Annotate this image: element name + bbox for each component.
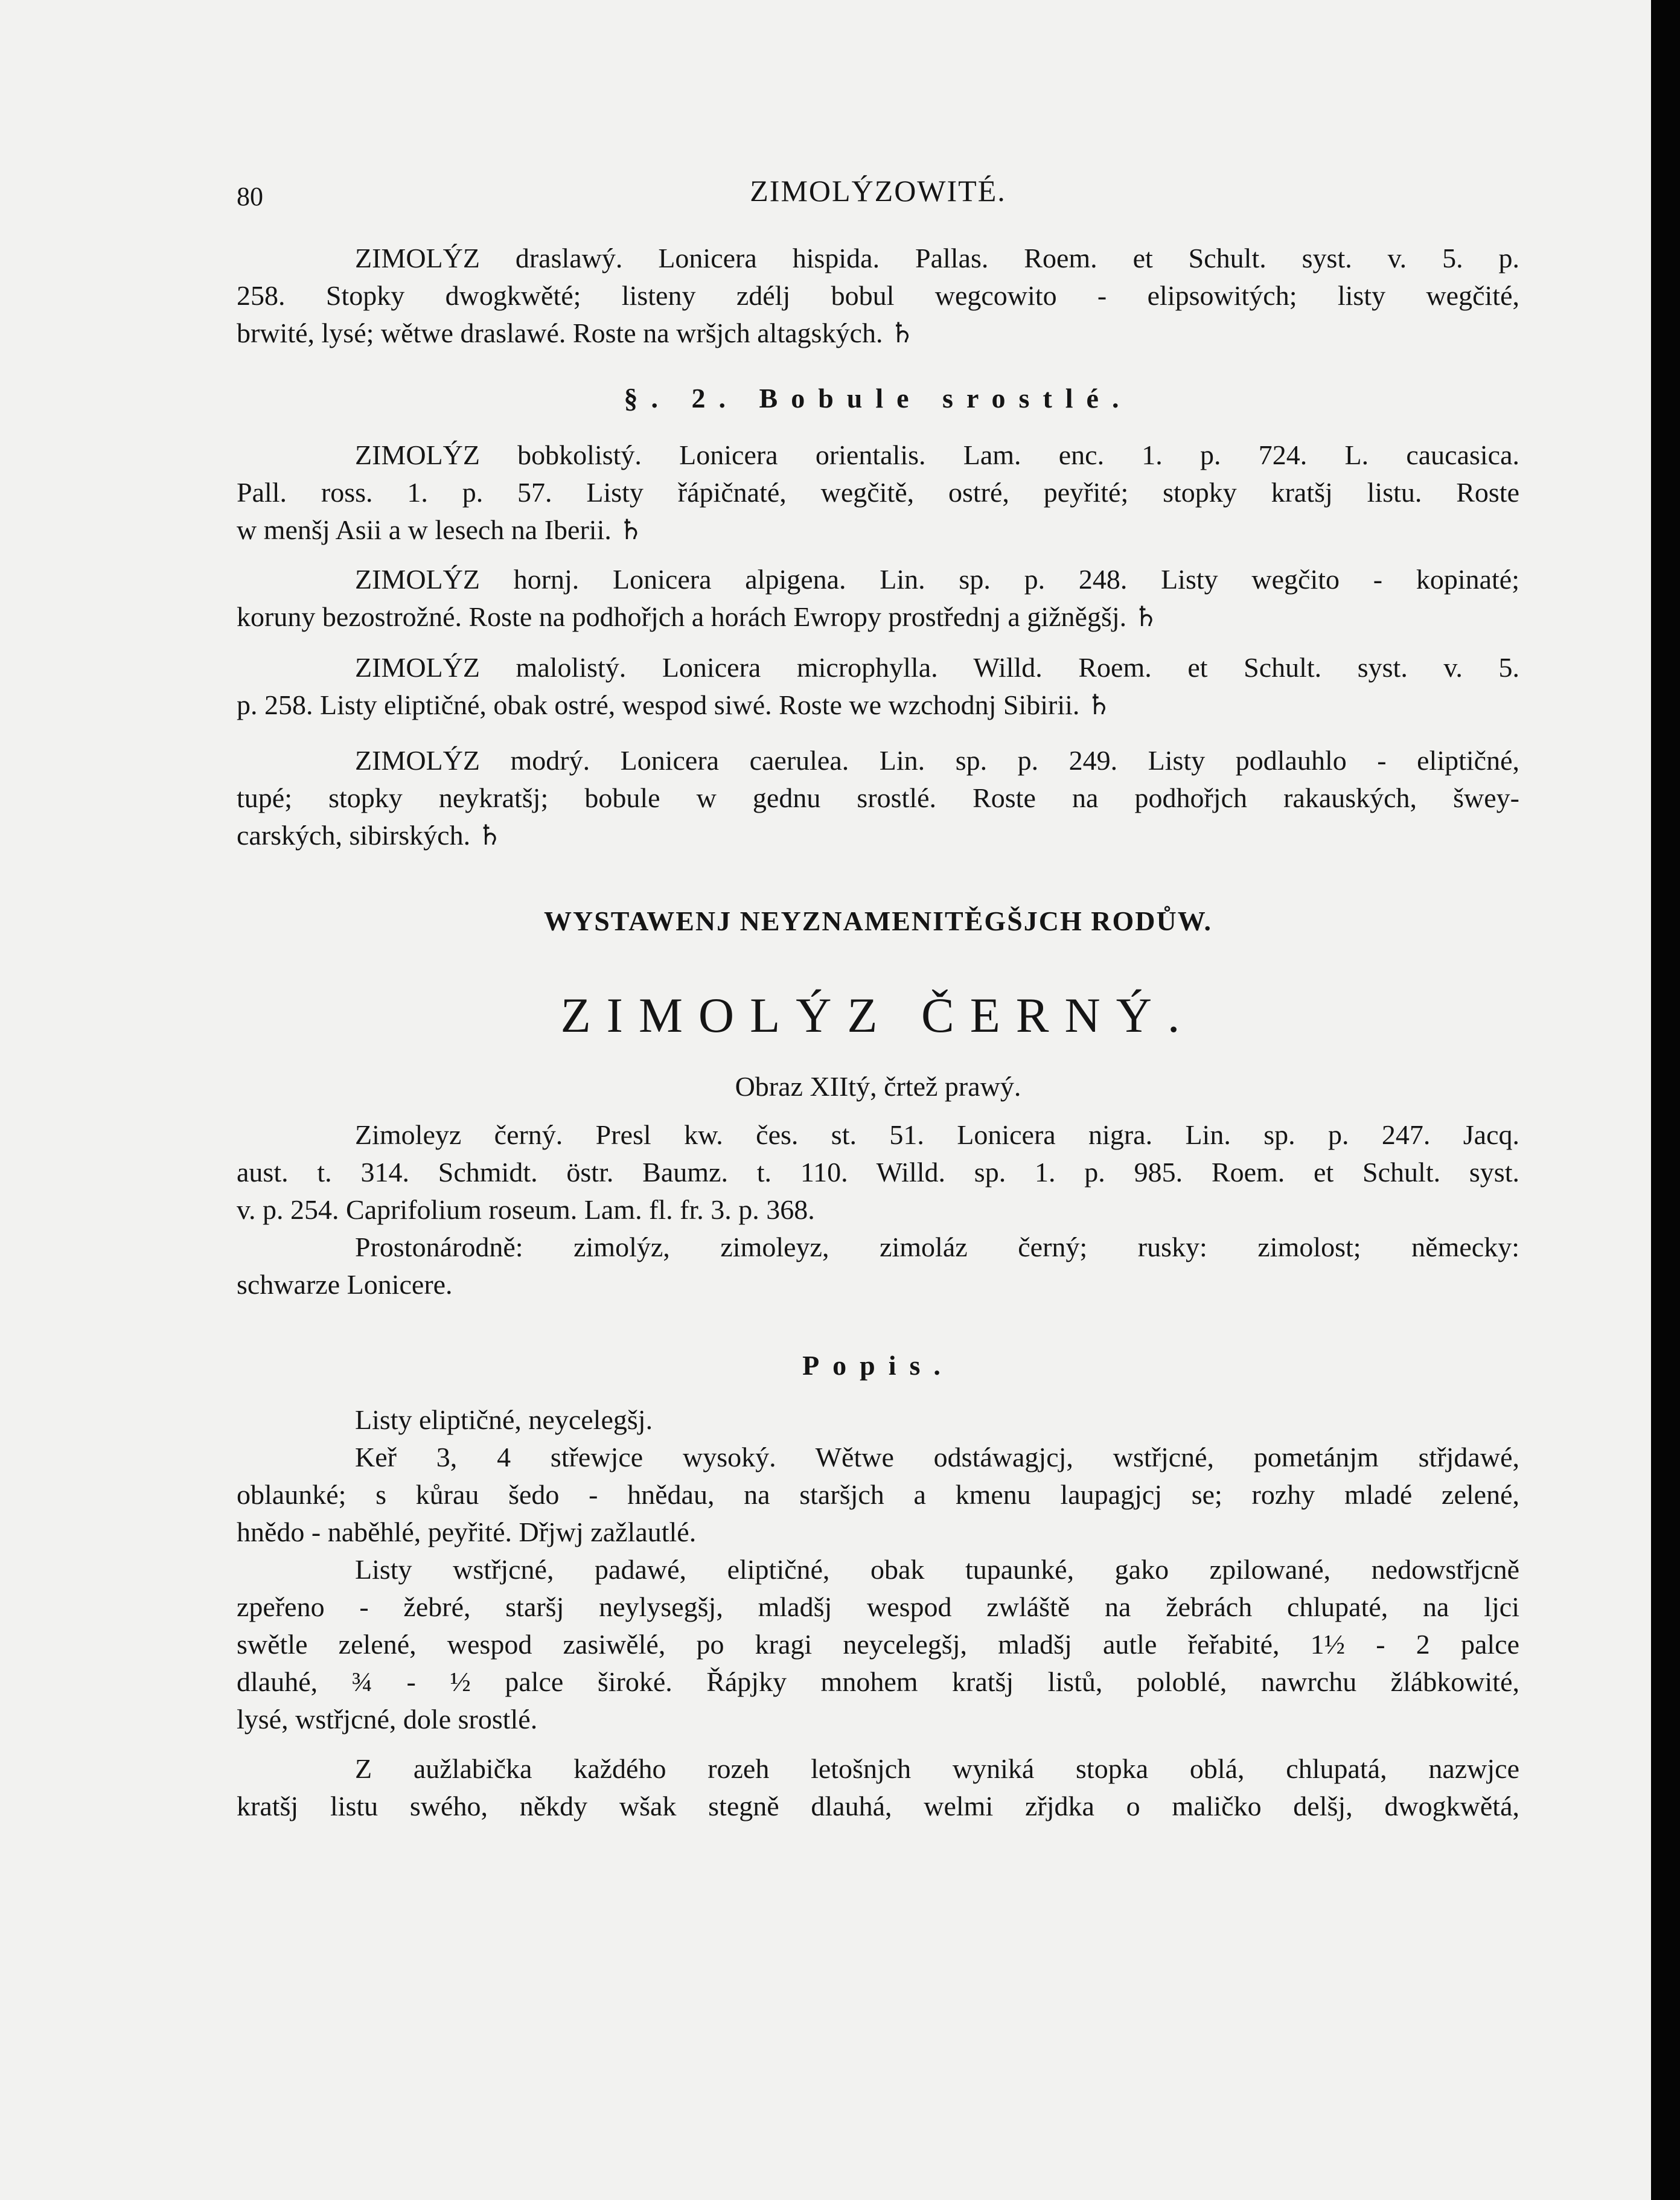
vernacular-names-line: Prostonárodně: zimolýz, zimoleyz, zimoláz černý; rusky: zimolost; německy: [355, 1232, 1519, 1262]
description-line: dlauhé, ¾ - ½ palce široké. Řápjky mnohem kratšj listů, poloblé, nawrchu žlábkowité, [237, 1666, 1519, 1697]
synonymy-line: aust. t. 314. Schmidt. östr. Baumz. t. 110. Willd. sp. 1. p. 985. Roem. et Schult. syst. [237, 1157, 1519, 1188]
description-line: swětle zelené, wespod zasiwělé, po kragi neycelegšj, mladšj autle řeřabité, 1½ - 2 palce [237, 1629, 1519, 1660]
entry-line: ZIMOLÝZ bobkolistý. Lonicera orientalis. Lam. enc. 1. p. 724. L. caucasica. [355, 440, 1519, 470]
entry-line: ZIMOLÝZ malolistý. Lonicera microphylla. Willd. Roem. et Schult. syst. v. 5. [355, 652, 1519, 683]
description-line: Keř 3, 4 střewjce wysoký. Wětwe odstáwagjcj, wstřjcné, pometánjm střjdawé, [355, 1442, 1519, 1473]
description-heading: Popis. [802, 1350, 954, 1381]
synonymy-line: v. p. 254. Caprifolium roseum. Lam. fl. fr. 3. p. 368. [237, 1194, 815, 1225]
description-line: lysé, wstřjcné, dole srostlé. [237, 1704, 538, 1735]
description-line: zpeřeno - žebré, staršj neylysegšj, mladšj wespod zwláště na žebrách chlupaté, na ljci [237, 1591, 1519, 1622]
species-title: ZIMOLÝZ ČERNÝ. [560, 988, 1196, 1043]
description-line: Z aužlabička každého rozeh letošnjch wyniká stopka oblá, chlupatá, nazwjce [355, 1753, 1519, 1784]
description-line: Listy wstřjcné, padawé, eliptičné, obak tupaunké, gako zpilowané, nedowstřjcně [355, 1554, 1519, 1585]
vernacular-names-line: schwarze Lonicere. [237, 1269, 453, 1300]
section-heading: §. 2. Bobule srostlé. [624, 383, 1132, 414]
entry-line: Pall. ross. 1. p. 57. Listy řápičnaté, wegčitě, ostré, peyřité; stopky kratšj listu. Roste [237, 477, 1519, 508]
entry-line: ZIMOLÝZ hornj. Lonicera alpigena. Lin. sp. p. 248. Listy wegčito - kopinaté; [355, 564, 1519, 595]
description-line: kratšj listu swého, někdy wšak stegně dlauhá, welmi zřjdka o maličko delšj, dwogkwětá, [237, 1791, 1519, 1821]
entry-line: w menšj Asii a w lesech na Iberii. ♄ [237, 514, 644, 545]
chapter-heading: WYSTAWENJ NEYZNAMENITĚGŠJCH RODŮW. [544, 906, 1212, 936]
entry-line: ZIMOLÝZ modrý. Lonicera caerulea. Lin. sp. p. 249. Listy podlauhlo - eliptičné, [355, 745, 1519, 776]
scan-dark-edge [1651, 0, 1680, 2200]
entry-line: carských, sibirských. ♄ [237, 820, 502, 851]
entry-line: brwité, lysé; wětwe draslawé. Roste na wršjch altagských. ♄ [237, 318, 915, 348]
description-line: Listy eliptičné, neycelegšj. [355, 1404, 653, 1435]
book-page [237, 0, 1519, 2200]
figure-reference: Obraz XIItý, črtež prawý. [735, 1071, 1021, 1102]
entry-line: 258. Stopky dwogkwěté; listeny zdélj bobul wegcowito - elipsowitých; listy wegčité, [237, 280, 1519, 311]
synonymy-line: Zimoleyz černý. Presl kw. čes. st. 51. Lonicera nigra. Lin. sp. p. 247. Jacq. [355, 1119, 1519, 1150]
description-line: oblaunké; s kůrau šedo - hnědau, na staršjch a kmenu laupagjcj se; rozhy mladé zelené, [237, 1479, 1519, 1510]
entry-line: koruny bezostrožné. Roste na podhořjch a horách Ewropy prostřednj a gižněgšj. ♄ [237, 601, 1158, 632]
entry-line: tupé; stopky neykratšj; bobule w gednu srostlé. Roste na podhořjch rakauských, šwey- [237, 782, 1519, 813]
entry-line: p. 258. Listy eliptičné, obak ostré, wespod siwé. Roste we wzchodnj Sibirii. ♄ [237, 689, 1112, 720]
running-header: ZIMOLÝZOWITÉ. [750, 174, 1006, 208]
entry-line: ZIMOLÝZ draslawý. Lonicera hispida. Pallas. Roem. et Schult. syst. v. 5. p. [355, 243, 1519, 273]
page-number: 80 [237, 182, 263, 211]
description-line: hnědo - naběhlé, peyřité. Dřjwj zažlautlé. [237, 1517, 697, 1547]
